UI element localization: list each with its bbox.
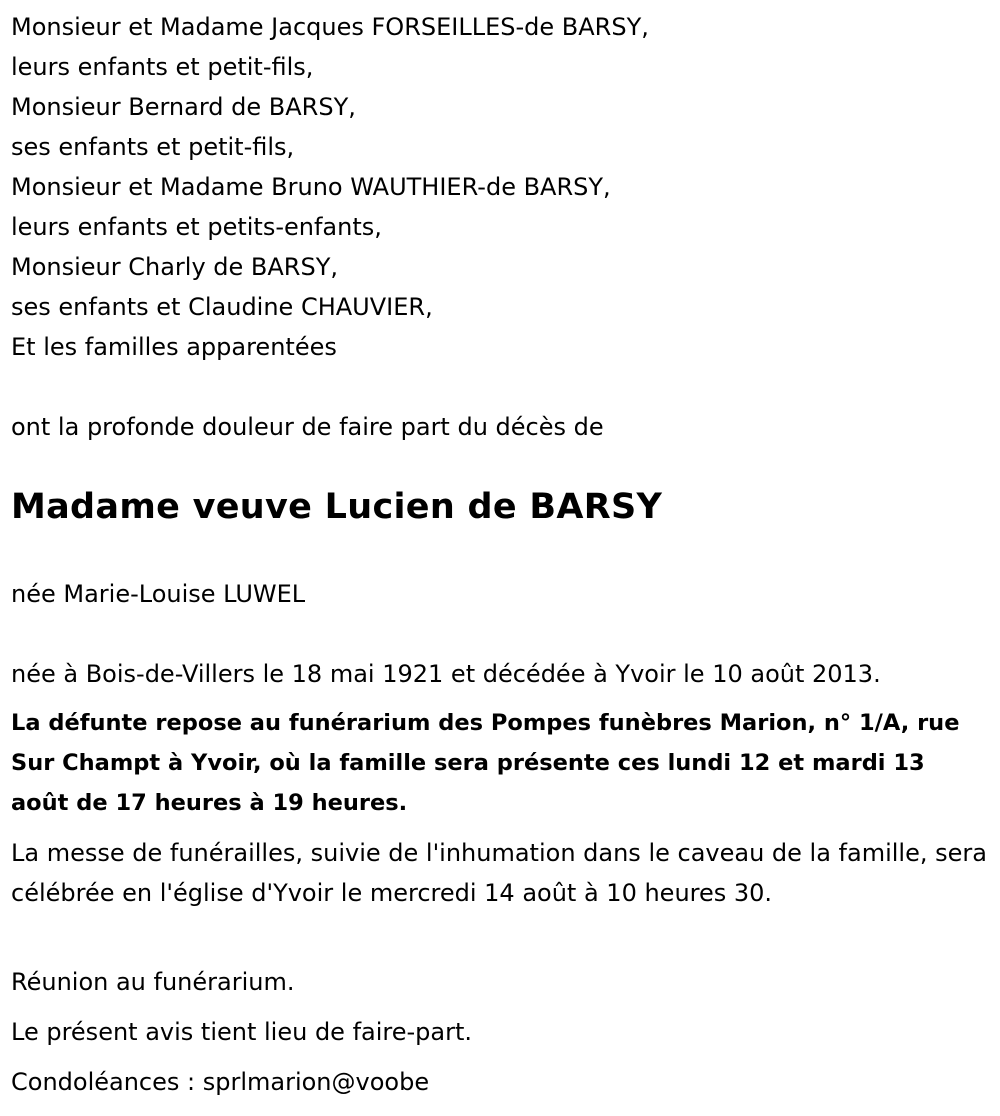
family-line: leurs enfants et petits-enfants, (11, 213, 382, 241)
birth-name: née Marie-Louise LUWEL (11, 580, 306, 608)
family-list (11, 7, 649, 367)
funeral-details: La messe de funérailles, suivie de l'inhumation dans le caveau de la famille, sera célébrée en l'église d'Yvoir le mercredi 14 août à 10 heures 30. (11, 839, 987, 907)
family-line: Et les familles apparentées (11, 333, 337, 361)
family-line: Monsieur et Madame Bruno WAUTHIER-de BARSY, (11, 173, 611, 201)
repose-details: La défunte repose au funérarium des Pompes funèbres Marion, n° 1/A, rue Sur Champt à Yvoir, où la famille sera présente ces lundi 12 et mardi 13 août de 17 heures à 19 heures. (11, 710, 960, 816)
birth-death-dates: née à Bois-de-Villers le 18 mai 1921 et décédée à Yvoir le 10 août 2013. (11, 660, 881, 688)
announcement-text: ont la profonde douleur de faire part du décès de (11, 413, 604, 441)
family-line: leurs enfants et petit-fils, (11, 53, 314, 81)
family-line: Monsieur Charly de BARSY, (11, 253, 338, 281)
deceased-name: Madame veuve Lucien de BARSY (11, 487, 663, 527)
family-line: ses enfants et petit-fils, (11, 133, 295, 161)
condolences-contact: Condoléances : sprlmarion@voobe (11, 1068, 430, 1096)
reunion-text: Réunion au funérarium. (11, 968, 295, 996)
family-line: Monsieur et Madame Jacques FORSEILLES-de BARSY, (11, 13, 649, 41)
family-line: ses enfants et Claudine CHAUVIER, (11, 293, 433, 321)
notice-text: Le présent avis tient lieu de faire-part. (11, 1018, 473, 1046)
family-line: Monsieur Bernard de BARSY, (11, 93, 356, 121)
